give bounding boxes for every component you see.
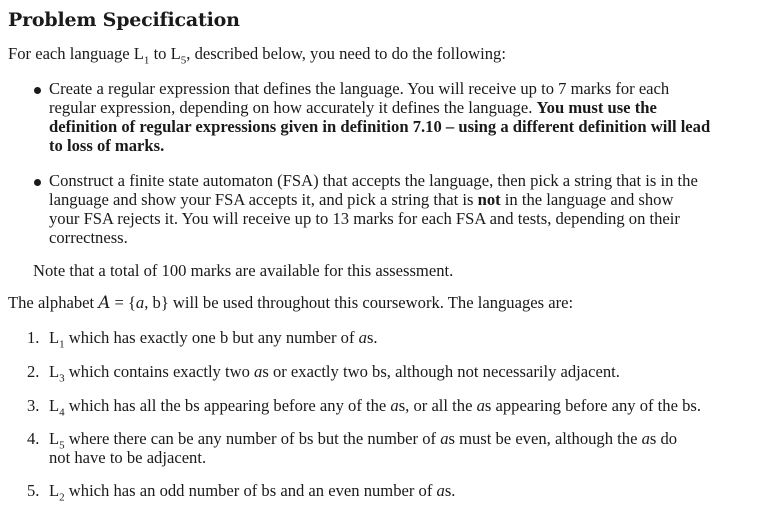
list-item-text: L [49, 481, 60, 500]
list-item-text: s, although not necessarily adjacent. [380, 362, 620, 381]
alphabet-symbol: A [98, 293, 111, 312]
intro-text-mid: to L [149, 44, 181, 63]
list-item-text: s or exactly two [262, 362, 373, 381]
section-heading: Problem Specification [8, 9, 240, 31]
list-item-text: s appearing before any of the [193, 396, 391, 415]
assessment-note: Note that a total of 100 marks are available for this assessment. [33, 261, 454, 280]
bullet2-line2-text-c: in the language and show [500, 190, 674, 209]
list-item-text: L [49, 429, 60, 448]
alphabet-letter-a: a [135, 293, 145, 312]
list-item-number: 5. [27, 481, 40, 500]
list-item-text: a [358, 328, 367, 347]
list-item-text: a [476, 396, 485, 415]
list-item-text: 1 [59, 338, 65, 351]
bullet2-line2-text-a: language and show your FSA accepts it, and pick a string that is [49, 190, 478, 209]
list-item-number: 3. [27, 396, 40, 415]
alphabet-comma: , [144, 293, 153, 312]
alphabet-text-post: will be used throughout this coursework. The languages are: [168, 293, 574, 312]
list-item-text: where there can be any number of [64, 429, 299, 448]
alphabet-paragraph [8, 293, 573, 312]
bullet2-line2 [49, 190, 673, 209]
bullet1-line2-bold: You must use the [536, 98, 657, 117]
list-item-text: b [372, 362, 381, 381]
intro-subscript-5: 5 [180, 54, 187, 67]
list-item-line [49, 362, 620, 388]
list-item-text: 2 [59, 491, 65, 504]
list-item-text: b [219, 328, 229, 347]
list-item-text: L [49, 396, 60, 415]
list-item-text: not have to be adjacent. [49, 448, 207, 467]
list-item-number: 2. [27, 362, 40, 381]
list-item-line [49, 396, 701, 422]
list-item-text: which has exactly one [64, 328, 220, 347]
list-item-text: 3 [59, 372, 65, 385]
list-item-text: which has all the [64, 396, 185, 415]
alphabet-equals: = { [110, 293, 136, 312]
bullet-marker-icon [34, 179, 41, 186]
bullet2-line1: Construct a finite state automaton (FSA) that accepts the language, then pick a string that is in the [49, 171, 698, 190]
list-item-text: b [184, 396, 194, 415]
bullet1-line4: to loss of marks. [49, 136, 165, 155]
list-item-text: a [254, 362, 263, 381]
intro-subscript-1: 1 [143, 54, 150, 67]
bullet1-line1: Create a regular expression that defines the language. You will receive up to 7 marks for each [49, 79, 670, 98]
list-item-text: which has an odd number of [64, 481, 262, 500]
list-item-text: s and an even number of [269, 481, 437, 500]
list-item-text: a [440, 429, 449, 448]
list-item-number: 4. [27, 429, 40, 448]
bullet2-line2-bold: not [477, 190, 501, 209]
bullet-marker-icon [34, 87, 41, 94]
list-item-text: but any number of [228, 328, 359, 347]
bullet1-line2 [49, 98, 657, 117]
list-item-text: s. [366, 328, 378, 347]
list-item-text: b [682, 396, 691, 415]
list-item-text: a [390, 396, 399, 415]
bullet1-line2-text: regular expression, depending on how accurately it defines the language. [49, 98, 537, 117]
alphabet-close: } [160, 293, 169, 312]
intro-text-pre: For each language L [8, 44, 144, 63]
list-item-text: 5 [59, 439, 65, 452]
list-item-text: s appearing before any of the [484, 396, 683, 415]
list-item-text: s, or all the [398, 396, 477, 415]
list-item-text: s must be even, although the [448, 429, 642, 448]
alphabet-text-pre: The alphabet [8, 293, 99, 312]
list-item-text: s but the number of [306, 429, 441, 448]
list-item-number: 1. [27, 328, 40, 347]
list-item-text: a [436, 481, 445, 500]
alphabet-letter-b: b [152, 293, 161, 312]
list-item-text: s. [690, 396, 702, 415]
list-item-text: 4 [59, 406, 65, 419]
list-item-text: b [261, 481, 270, 500]
bullet2-line4: correctness. [49, 228, 128, 247]
list-item-text: which contains exactly two [64, 362, 255, 381]
bullet1-line3: definition of regular expressions given in definition 7.10 – using a different definition will lead [49, 117, 711, 136]
intro-paragraph [8, 44, 506, 70]
list-item-line [49, 328, 378, 354]
list-item-line [49, 448, 206, 467]
list-item-text: a [641, 429, 650, 448]
intro-text-post: , described below, you need to do the following: [186, 44, 506, 63]
list-item-text: s. [444, 481, 456, 500]
list-item-text: s do [649, 429, 678, 448]
list-item-text: L [49, 328, 60, 347]
list-item-line [49, 481, 455, 507]
list-item-text: L [49, 362, 60, 381]
list-item-text: b [298, 429, 307, 448]
bullet2-line3: your FSA rejects it. You will receive up to 13 marks for each FSA and tests, depending on their [49, 209, 680, 228]
